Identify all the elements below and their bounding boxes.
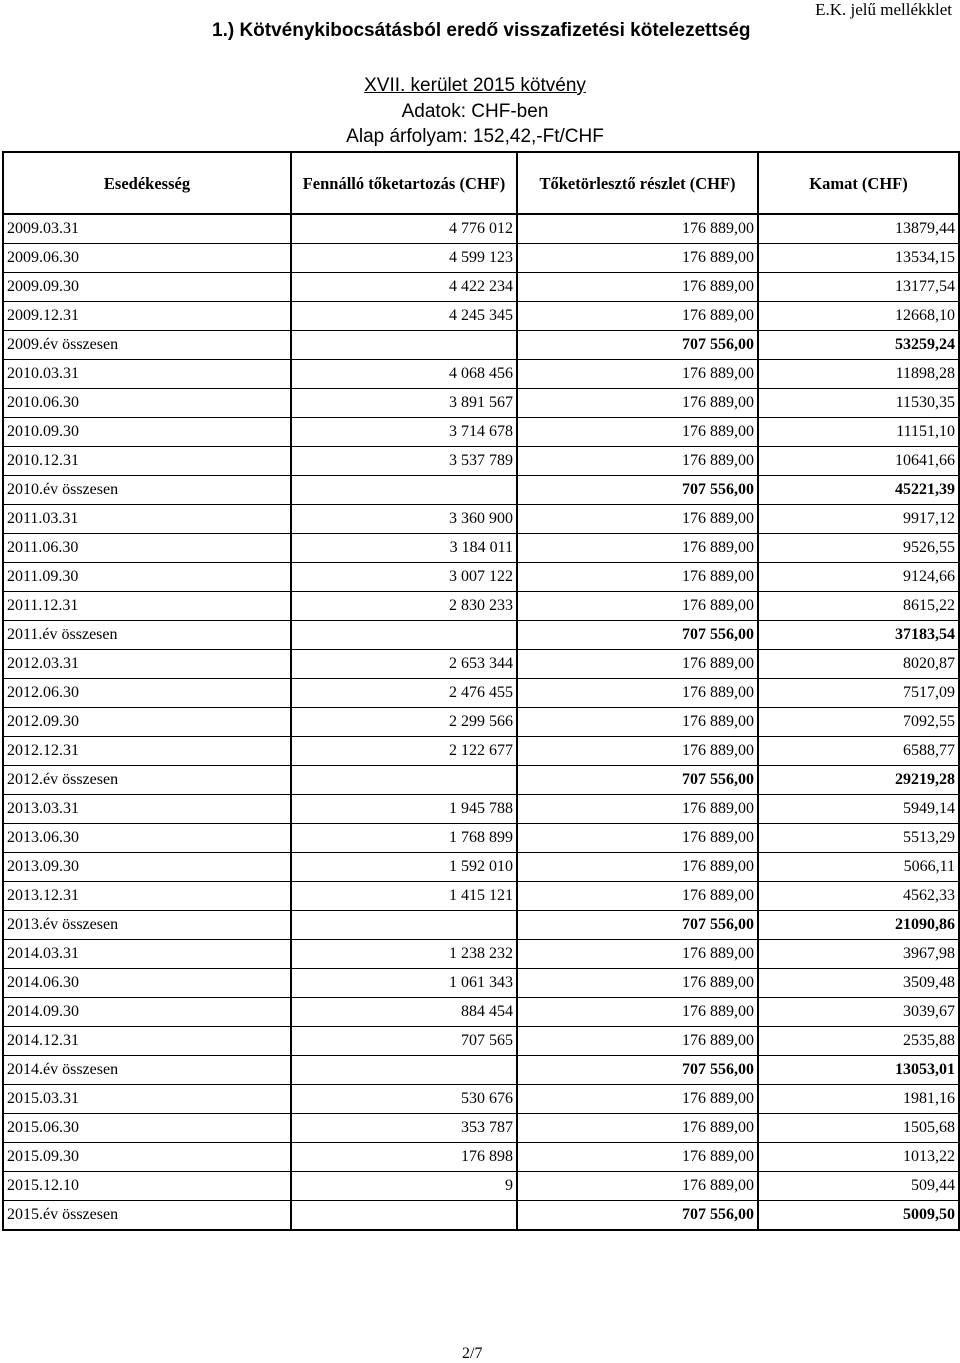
table-row xyxy=(3,795,959,824)
cell-principal-installment: 176 889,00 xyxy=(517,1114,758,1143)
col-header-interest: Kamat (CHF) xyxy=(758,152,959,214)
cell-outstanding-balance: 1 415 121 xyxy=(291,882,517,911)
cell-interest: 4562,33 xyxy=(758,882,959,911)
cell-principal-installment: 176 889,00 xyxy=(517,708,758,737)
cell-principal-installment: 176 889,00 xyxy=(517,214,758,244)
cell-due-date: 2015.06.30 xyxy=(3,1114,291,1143)
cell-principal-installment: 176 889,00 xyxy=(517,302,758,331)
cell-principal-installment: 176 889,00 xyxy=(517,447,758,476)
col-header-due-date: Esedékesség xyxy=(3,152,291,214)
cell-interest: 5066,11 xyxy=(758,853,959,882)
cell-outstanding-balance: 707 565 xyxy=(291,1027,517,1056)
cell-outstanding-balance: 176 898 xyxy=(291,1143,517,1172)
cell-outstanding-balance: 3 360 900 xyxy=(291,505,517,534)
cell-due-date: 2011.év összesen xyxy=(3,621,291,650)
cell-principal-installment: 707 556,00 xyxy=(517,476,758,505)
table-row-year-total xyxy=(3,911,959,940)
cell-interest: 10641,66 xyxy=(758,447,959,476)
cell-due-date: 2009.09.30 xyxy=(3,273,291,302)
cell-outstanding-balance: 1 945 788 xyxy=(291,795,517,824)
cell-outstanding-balance: 2 830 233 xyxy=(291,592,517,621)
table-row xyxy=(3,1027,959,1056)
table-row xyxy=(3,882,959,911)
cell-due-date: 2010.09.30 xyxy=(3,418,291,447)
page-number: 2/7 xyxy=(462,1345,483,1362)
cell-interest: 5949,14 xyxy=(758,795,959,824)
table-row xyxy=(3,650,959,679)
cell-interest: 12668,10 xyxy=(758,302,959,331)
table-row xyxy=(3,969,959,998)
cell-principal-installment: 176 889,00 xyxy=(517,969,758,998)
cell-interest: 29219,28 xyxy=(758,766,959,795)
table-row xyxy=(3,389,959,418)
cell-principal-installment: 176 889,00 xyxy=(517,824,758,853)
cell-due-date: 2011.03.31 xyxy=(3,505,291,534)
cell-principal-installment: 707 556,00 xyxy=(517,911,758,940)
annex-label: E.K. jelű mellékklet xyxy=(815,0,952,19)
cell-interest: 7092,55 xyxy=(758,708,959,737)
cell-outstanding-balance: 3 184 011 xyxy=(291,534,517,563)
cell-principal-installment: 176 889,00 xyxy=(517,592,758,621)
cell-principal-installment: 176 889,00 xyxy=(517,1085,758,1114)
cell-due-date: 2014.09.30 xyxy=(3,998,291,1027)
cell-interest: 37183,54 xyxy=(758,621,959,650)
table-row xyxy=(3,1114,959,1143)
col-header-outstanding-balance: Fennálló tőketartozás (CHF) xyxy=(291,152,517,214)
table-row-year-total xyxy=(3,766,959,795)
cell-outstanding-balance: 4 599 123 xyxy=(291,244,517,273)
cell-outstanding-balance xyxy=(291,1201,517,1231)
cell-interest: 1013,22 xyxy=(758,1143,959,1172)
cell-outstanding-balance: 1 592 010 xyxy=(291,853,517,882)
cell-principal-installment: 176 889,00 xyxy=(517,940,758,969)
cell-due-date: 2014.03.31 xyxy=(3,940,291,969)
cell-outstanding-balance: 2 653 344 xyxy=(291,650,517,679)
cell-due-date: 2015.év összesen xyxy=(3,1201,291,1231)
cell-outstanding-balance: 2 299 566 xyxy=(291,708,517,737)
table-row xyxy=(3,853,959,882)
cell-principal-installment: 176 889,00 xyxy=(517,650,758,679)
cell-due-date: 2015.09.30 xyxy=(3,1143,291,1172)
cell-due-date: 2013.12.31 xyxy=(3,882,291,911)
cell-interest: 13177,54 xyxy=(758,273,959,302)
cell-interest: 6588,77 xyxy=(758,737,959,766)
cell-outstanding-balance: 4 422 234 xyxy=(291,273,517,302)
table-row xyxy=(3,360,959,389)
table-row xyxy=(3,418,959,447)
cell-principal-installment: 176 889,00 xyxy=(517,1172,758,1201)
table-row xyxy=(3,592,959,621)
cell-interest: 8615,22 xyxy=(758,592,959,621)
table-row xyxy=(3,1172,959,1201)
cell-outstanding-balance xyxy=(291,1056,517,1085)
table-row xyxy=(3,563,959,592)
cell-interest: 509,44 xyxy=(758,1172,959,1201)
currency-note: Adatok: CHF-ben xyxy=(401,101,549,122)
cell-outstanding-balance xyxy=(291,911,517,940)
cell-due-date: 2012.év összesen xyxy=(3,766,291,795)
cell-due-date: 2015.03.31 xyxy=(3,1085,291,1114)
cell-principal-installment: 176 889,00 xyxy=(517,360,758,389)
cell-due-date: 2012.06.30 xyxy=(3,679,291,708)
cell-due-date: 2015.12.10 xyxy=(3,1172,291,1201)
table-row xyxy=(3,679,959,708)
cell-due-date: 2009.06.30 xyxy=(3,244,291,273)
document-title: 1.) Kötvénykibocsátásból eredő visszafizetési kötelezettség xyxy=(212,20,751,41)
base-rate-note: Alap árfolyam: 152,42,-Ft/CHF xyxy=(346,126,604,147)
cell-due-date: 2010.06.30 xyxy=(3,389,291,418)
cell-interest: 9124,66 xyxy=(758,563,959,592)
table-row xyxy=(3,273,959,302)
cell-principal-installment: 176 889,00 xyxy=(517,1143,758,1172)
table-row xyxy=(3,505,959,534)
cell-due-date: 2014.év összesen xyxy=(3,1056,291,1085)
table-row xyxy=(3,940,959,969)
repayment-table xyxy=(2,151,960,1231)
cell-principal-installment: 176 889,00 xyxy=(517,882,758,911)
cell-outstanding-balance: 3 537 789 xyxy=(291,447,517,476)
cell-principal-installment: 176 889,00 xyxy=(517,737,758,766)
cell-principal-installment: 176 889,00 xyxy=(517,853,758,882)
cell-outstanding-balance: 530 676 xyxy=(291,1085,517,1114)
cell-interest: 9526,55 xyxy=(758,534,959,563)
cell-interest: 13879,44 xyxy=(758,214,959,244)
cell-interest: 9917,12 xyxy=(758,505,959,534)
cell-interest: 7517,09 xyxy=(758,679,959,708)
cell-principal-installment: 707 556,00 xyxy=(517,1201,758,1231)
cell-interest: 3967,98 xyxy=(758,940,959,969)
cell-outstanding-balance: 4 245 345 xyxy=(291,302,517,331)
cell-due-date: 2010.03.31 xyxy=(3,360,291,389)
cell-interest: 5513,29 xyxy=(758,824,959,853)
table-row xyxy=(3,534,959,563)
table-row xyxy=(3,302,959,331)
cell-outstanding-balance: 884 454 xyxy=(291,998,517,1027)
table-row-year-total xyxy=(3,331,959,360)
col-header-principal-installment: Tőketörlesztő részlet (CHF) xyxy=(517,152,758,214)
table-body xyxy=(3,214,959,1230)
table-row xyxy=(3,708,959,737)
cell-due-date: 2013.06.30 xyxy=(3,824,291,853)
cell-interest: 5009,50 xyxy=(758,1201,959,1231)
cell-due-date: 2012.03.31 xyxy=(3,650,291,679)
cell-principal-installment: 707 556,00 xyxy=(517,766,758,795)
table-row xyxy=(3,244,959,273)
cell-due-date: 2011.09.30 xyxy=(3,563,291,592)
cell-interest: 21090,86 xyxy=(758,911,959,940)
cell-outstanding-balance: 353 787 xyxy=(291,1114,517,1143)
table-row-year-total xyxy=(3,621,959,650)
cell-outstanding-balance: 1 238 232 xyxy=(291,940,517,969)
cell-interest: 3039,67 xyxy=(758,998,959,1027)
table-row xyxy=(3,214,959,244)
table-row xyxy=(3,447,959,476)
cell-principal-installment: 176 889,00 xyxy=(517,418,758,447)
cell-outstanding-balance: 4 776 012 xyxy=(291,214,517,244)
cell-principal-installment: 176 889,00 xyxy=(517,1027,758,1056)
cell-principal-installment: 176 889,00 xyxy=(517,389,758,418)
cell-outstanding-balance: 1 061 343 xyxy=(291,969,517,998)
cell-principal-installment: 176 889,00 xyxy=(517,244,758,273)
cell-due-date: 2010.12.31 xyxy=(3,447,291,476)
cell-outstanding-balance: 3 714 678 xyxy=(291,418,517,447)
cell-principal-installment: 176 889,00 xyxy=(517,795,758,824)
cell-outstanding-balance xyxy=(291,331,517,360)
cell-outstanding-balance: 2 476 455 xyxy=(291,679,517,708)
cell-interest: 13053,01 xyxy=(758,1056,959,1085)
cell-due-date: 2014.12.31 xyxy=(3,1027,291,1056)
cell-outstanding-balance xyxy=(291,476,517,505)
cell-due-date: 2014.06.30 xyxy=(3,969,291,998)
cell-principal-installment: 176 889,00 xyxy=(517,998,758,1027)
cell-interest: 45221,39 xyxy=(758,476,959,505)
cell-outstanding-balance: 1 768 899 xyxy=(291,824,517,853)
table-header-row xyxy=(3,152,959,214)
cell-outstanding-balance xyxy=(291,621,517,650)
cell-interest: 1505,68 xyxy=(758,1114,959,1143)
cell-due-date: 2012.12.31 xyxy=(3,737,291,766)
cell-principal-installment: 176 889,00 xyxy=(517,563,758,592)
cell-principal-installment: 707 556,00 xyxy=(517,331,758,360)
cell-outstanding-balance: 2 122 677 xyxy=(291,737,517,766)
cell-principal-installment: 176 889,00 xyxy=(517,505,758,534)
cell-due-date: 2011.12.31 xyxy=(3,592,291,621)
cell-principal-installment: 176 889,00 xyxy=(517,679,758,708)
cell-interest: 11898,28 xyxy=(758,360,959,389)
cell-principal-installment: 707 556,00 xyxy=(517,1056,758,1085)
cell-due-date: 2009.év összesen xyxy=(3,331,291,360)
cell-interest: 13534,15 xyxy=(758,244,959,273)
table-row-year-total xyxy=(3,1056,959,1085)
table-row xyxy=(3,1143,959,1172)
bond-name: XVII. kerület 2015 kötvény xyxy=(364,75,586,96)
cell-outstanding-balance: 3 007 122 xyxy=(291,563,517,592)
table-row-year-total xyxy=(3,476,959,505)
table-row xyxy=(3,998,959,1027)
table-row xyxy=(3,1085,959,1114)
cell-interest: 11151,10 xyxy=(758,418,959,447)
cell-outstanding-balance: 9 xyxy=(291,1172,517,1201)
cell-interest: 2535,88 xyxy=(758,1027,959,1056)
cell-interest: 3509,48 xyxy=(758,969,959,998)
cell-interest: 1981,16 xyxy=(758,1085,959,1114)
cell-outstanding-balance: 4 068 456 xyxy=(291,360,517,389)
cell-principal-installment: 176 889,00 xyxy=(517,534,758,563)
cell-due-date: 2011.06.30 xyxy=(3,534,291,563)
table-row xyxy=(3,737,959,766)
cell-interest: 11530,35 xyxy=(758,389,959,418)
cell-due-date: 2010.év összesen xyxy=(3,476,291,505)
cell-due-date: 2009.12.31 xyxy=(3,302,291,331)
cell-outstanding-balance: 3 891 567 xyxy=(291,389,517,418)
table-row xyxy=(3,824,959,853)
cell-interest: 8020,87 xyxy=(758,650,959,679)
cell-interest: 53259,24 xyxy=(758,331,959,360)
cell-due-date: 2013.év összesen xyxy=(3,911,291,940)
cell-outstanding-balance xyxy=(291,766,517,795)
cell-due-date: 2013.09.30 xyxy=(3,853,291,882)
cell-principal-installment: 707 556,00 xyxy=(517,621,758,650)
cell-due-date: 2012.09.30 xyxy=(3,708,291,737)
cell-principal-installment: 176 889,00 xyxy=(517,273,758,302)
cell-due-date: 2009.03.31 xyxy=(3,214,291,244)
cell-due-date: 2013.03.31 xyxy=(3,795,291,824)
table-row-year-total xyxy=(3,1201,959,1231)
